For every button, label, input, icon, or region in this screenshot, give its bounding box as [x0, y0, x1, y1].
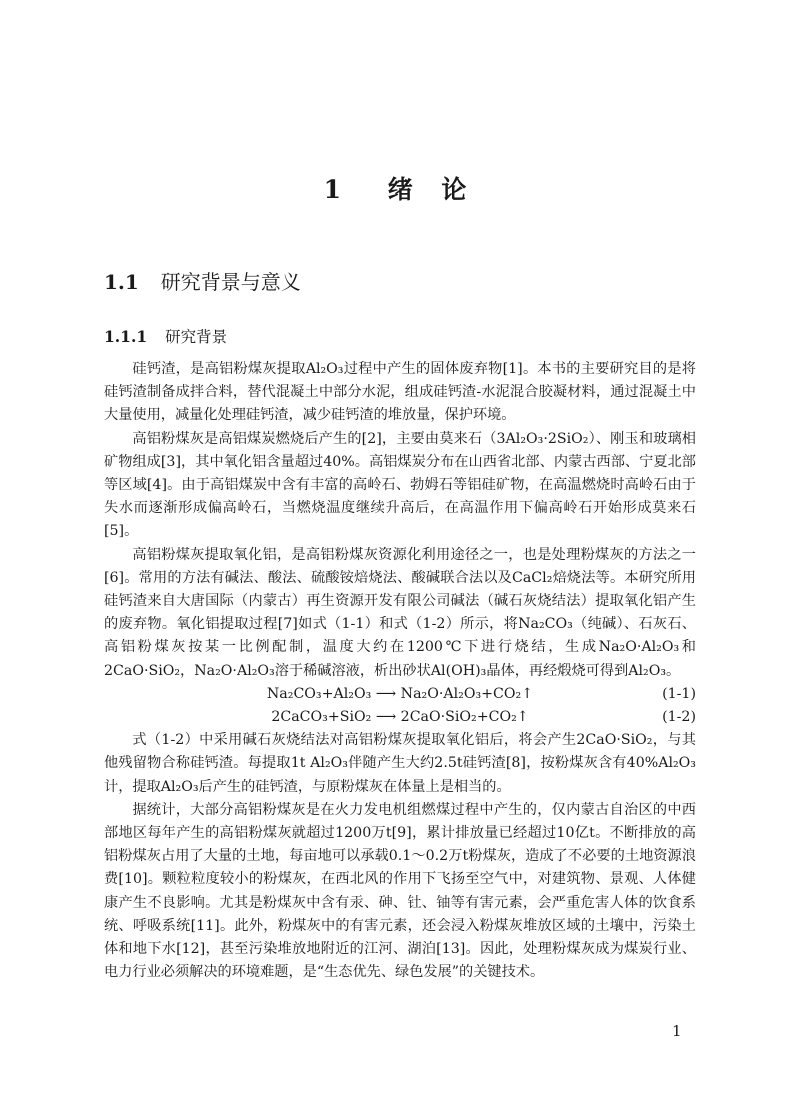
paragraph-2: 高铝粉煤灰是高铝煤炭燃烧后产生的[2]，主要由莫来石（3Al₂O₃·2SiO₂）、刚玉和玻璃相矿物组成[3]，其中氧化铝含量超过40%。高铝煤炭分布在山西省北部、内蒙古西部、宁夏北部等区域[4]。由于高铝煤炭中含有丰富的高岭石、勃姆石等铝硅矿物，在高温燃烧时高岭石由于失水而逐渐形成偏高岭石，当燃烧温度继续升高后，在高温作用下偏高岭石开始形成莫来石[5]。 — [104, 430, 696, 540]
equation-formula: Na₂CO₃+Al₂O₃ ⟶ Na₂O·Al₂O₃+CO₂↑ — [266, 685, 534, 702]
equation-1-1 — [104, 683, 696, 706]
equation-1-2 — [104, 706, 696, 729]
chapter-title: 绪 论 — [387, 175, 477, 204]
chapter-number: 1 — [323, 175, 351, 204]
equation-number: (1-2) — [662, 709, 696, 726]
paragraph-5: 据统计，大部分高铝粉煤灰是在火力发电机组燃煤过程中产生的，仅内蒙古自治区的中西部地区每年产生的高铝粉煤灰就超过1200万t[9]，累计排放量已经超过10亿t。不断排放的高铝粉煤灰占用了大量的土地，每亩地可以承载0.1～0.2万t粉煤灰，造成了不必要的土地资源浪费[10]。颗粒粒度较小的粉煤灰，在西北风的作用下飞扬至空气中，对建筑物、景观、人体健康产生不良影响。尤其是粉煤灰中含有汞、砷、钍、铀等有害元素，会严重危害人体的饮食系统、呼吸系统[11]。此外，粉煤灰中的有害元素，还会浸入粉煤灰堆放区域的土壤中，污染土体和地下水[12]，甚至污染堆放地附近的江河、湖泊[13]。因此，处理粉煤灰成为煤炭行业、电力行业必须解决的环境难题，是“生态优先、绿色发展”的关键技术。 — [104, 801, 696, 981]
page-number: 1 — [672, 1022, 682, 1040]
equation-number: (1-1) — [662, 685, 696, 702]
subsection-heading — [104, 325, 227, 347]
section-title: 研究背景与意义 — [160, 270, 301, 294]
paragraph-4: 式（1-2）中采用碱石灰烧结法对高铝粉煤灰提取氧化铝后，将会产生2CaO·SiO₂，与其他残留物合称硅钙渣。每提取1t Al₂O₃伴随产生大约2.5t硅钙渣[8]，按粉煤灰含有40%Al₂O₃计，提取Al₂O₃后产生的硅钙渣，与原粉煤灰在体量上是相当的。 — [104, 732, 696, 795]
subsection-title: 研究背景 — [165, 328, 228, 346]
paragraph-3: 高铝粉煤灰提取氧化铝，是高铝粉煤灰资源化利用途径之一，也是处理粉煤灰的方法之一[6]。常用的方法有碱法、酸法、硫酸铵焙烧法、酸碱联合法以及CaCl₂焙烧法等。本研究所用硅钙渣来自大唐国际（内蒙古）再生资源开发有限公司碱法（碱石灰烧结法）提取氧化铝产生的废弃物。氧化铝提取过程[7]如式（1-1）和式（1-2）所示，将Na₂CO₃（纯碱）、石灰石、高铝粉煤灰按某一比例配制，温度大约在1200℃下进行烧结，生成Na₂O·Al₂O₃和2CaO·SiO₂，Na₂O·Al₂O₃溶于稀碱溶液，析出砂状Al(OH)₃晶体，再经煅烧可得到Al₂O₃。 — [104, 546, 696, 679]
chapter-heading — [0, 170, 800, 206]
section-number: 1.1 — [104, 270, 139, 294]
body-text — [104, 358, 696, 984]
paragraph-1: 硅钙渣，是高铝粉煤灰提取Al₂O₃过程中产生的固体废弃物[1]。本书的主要研究目的是将硅钙渣制备成拌合料，替代混凝土中部分水泥，组成硅钙渣-水泥混合胶凝材料，通过混凝土中大量使用，减量化处理硅钙渣，减少硅钙渣的堆放量，保护环境。 — [104, 361, 696, 424]
section-heading — [104, 266, 301, 295]
equation-formula: 2CaCO₃+SiO₂ ⟶ 2CaO·SiO₂+CO₂↑ — [271, 709, 529, 726]
subsection-number: 1.1.1 — [104, 327, 148, 346]
